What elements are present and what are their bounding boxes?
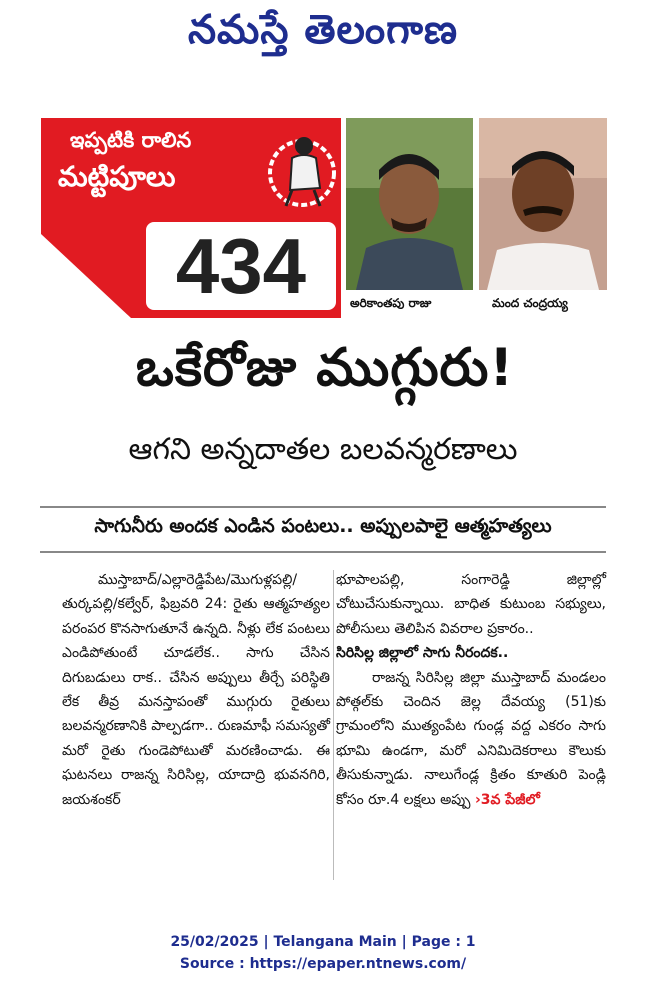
column-divider (333, 570, 334, 880)
article-paragraph: ముస్తాబాద్/ఎల్లారెడ్డిపేట/మొగుళ్లపల్లి/తుర్కపల్లి/కల్వేర్, ఫిబ్రవరి 24: రైతు ఆత్మహత్యల పరంపర కొనసాగుతూనే ఉన్నది. నీళ్లు లేక పంటలు ఎండిపోతుంటే చూడలేక.. సాగు చేసిన దిగుబడులు రాక.. చేసిన అప్పులు తీర్చే పరిస్థితి లేక తీవ్ర మనస్తాపంతో ముగ్గురు రైతులు బలవన్మరణానికి పాల్పడగా.. రుణమాఫీ సమస్యతో మరో రైతు గుండెపోటుతో మరణించాడు. ఈ ఘటనలు రాజన్న సిరిసిల్ల, యాదాద్రి భువనగిరి, జయశంకర్ (62, 572, 331, 808)
photo-caption-2: మంద చంద్రయ్య (492, 296, 568, 310)
footer-source[interactable]: Source : https://epaper.ntnews.com/ (179, 956, 467, 972)
article-paragraph: భూపాలపల్లి, సంగారెడ్డి జిల్లాల్లో చోటుచేసుకున్నాయి. బాధిత కుటుంబ సభ్యులు, పోలీసులు తెలిపిన వివరాల ప్రకారం.. (336, 572, 606, 637)
photo-arikantapu-raju (346, 118, 473, 290)
strap-top-rule (40, 506, 606, 508)
article-subheading: సిరిసిల్ల జిల్లాలో సాగు నీరందక.. (336, 645, 509, 662)
subheadline: ఆగని అన్నదాతల బలవన్మరణాలు (128, 432, 518, 467)
headline: ఒకేరోజు ముగ్గురు! (135, 338, 515, 398)
article-paragraph (336, 666, 606, 812)
continued-on-page-link[interactable]: ›3వ పేజీలో (474, 791, 540, 808)
feature-label-line2: మట్టిపూలు (58, 160, 176, 193)
masthead-logo: నమస్తే తెలంగాణ (187, 6, 459, 53)
article-paragraph-text: రాజన్న సిరిసిల్ల జిల్లా ముస్తాబాద్ మండలం పోత్గల్‌కు చెందిన జెల్ల దేవయ్య (51)కు గ్రామంలోని ముత్యంపేట గుండ్ల వద్ద ఎకరం సాగు భూమి ఉండగా, మరో ఎనిమిదెకరాలు కౌలుకు తీసుకున్నాడు. నాలుగేండ్ల క్రితం కూతురి పెండ్లి కోసం రూ.4 లక్షలు అప్పు (336, 669, 606, 808)
feature-label-line1: ఇప్పటికి రాలిన (70, 128, 192, 152)
article-column-2 (336, 568, 606, 812)
article-column-1 (62, 568, 330, 812)
footer-date-edition: 25/02/2025 | Telangana Main | Page : 1 (170, 934, 476, 950)
strapline: సాగునీరు అందక ఎండిన పంటలు.. అప్పులపాలై ఆత్మహత్యలు (94, 515, 552, 537)
farmer-illustration (262, 118, 342, 218)
farmer-death-count: 434 (146, 222, 336, 310)
photo-caption-1: అరికాంతపు రాజు (350, 296, 432, 310)
photo-manda-chandraiah (479, 118, 607, 290)
strap-bottom-rule (40, 551, 606, 553)
